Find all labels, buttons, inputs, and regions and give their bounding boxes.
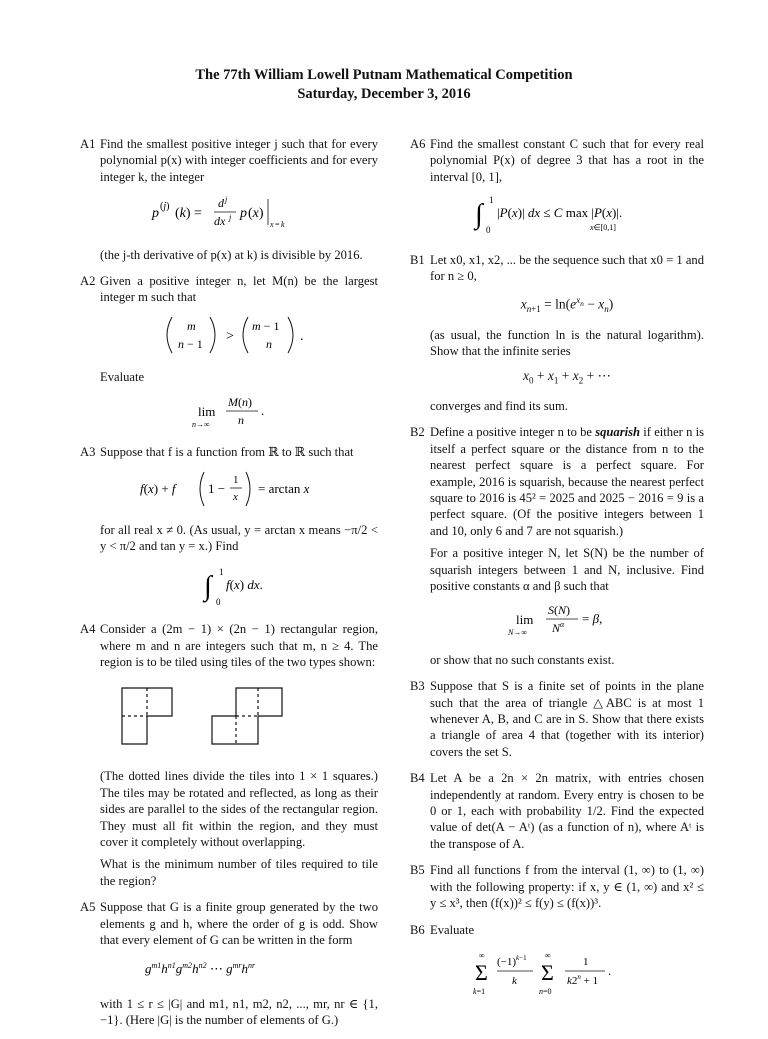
svg-text:S(N): S(N) [548, 603, 571, 618]
svg-text:Nα: $N^\alpha$ [552, 620, 565, 636]
svg-text:.: . [300, 328, 304, 344]
svg-text:(x): (x) [248, 206, 264, 222]
problem-a4 [80, 621, 378, 889]
formula-binomials [154, 314, 324, 356]
term-squarish: squarish [595, 425, 641, 440]
svg-text:x∈[0,1]: x∈[0,1] [590, 223, 616, 233]
formula [430, 602, 704, 642]
formula [430, 946, 704, 1006]
problem-b1 [410, 252, 704, 415]
problem-question: What is the minimum number of tiles required to tile the region? [100, 857, 378, 888]
svg-text:∫: ∫ [475, 199, 483, 231]
svg-text:1: 1 [233, 474, 239, 487]
problem-label: B6 [410, 922, 425, 937]
problem-b4 [410, 770, 704, 852]
svg-text:k2n + 1: $k2^n + 1$ [567, 972, 599, 987]
svg-text:M(n): M(n) [228, 394, 252, 409]
svg-text:n: n [238, 412, 244, 427]
text-part-2: if either n is itself a perfect square or the distance from n to the nearest perfect square is a perfect square. For example, 2016 is squarish, because the nearest perfect square to 2016 is 45² = 2025 and 2025 − 2016 = 9 is a perfect square. (Of the positive integers between 1 and 10, only 6 and 7 are not squarish.) [430, 425, 704, 538]
formula-word [139, 956, 339, 982]
formula [100, 956, 378, 986]
formula [100, 468, 378, 512]
problem-a5 [80, 899, 378, 1028]
svg-text:Σ: Σ [541, 959, 554, 985]
problem-text-after: for all real x ≠ 0. (As usual, y = arctan x means −π/2 < y < π/2 and tan y = x.) Find [100, 522, 378, 554]
problem-a3 [80, 444, 378, 611]
tile-type-2 [212, 688, 282, 744]
problem-label: A5 [80, 900, 96, 915]
svg-text:.: . [261, 402, 265, 418]
problem-text: Let A be a 2n × 2n matrix, with entries chosen independently at random. Every entry is chosen to be 0 or 1, each with probability 1/2. Find the expected value of det(A − Aᵗ) (as a function of n), where Aᵗ is the transpose of A. [430, 771, 704, 851]
problem-text-after: (as usual, the function ln is the natural logarithm). Show that the infinite series [430, 328, 704, 359]
formula-inequality [467, 193, 667, 237]
svg-text:1: 1 [219, 566, 224, 577]
svg-text:=: = [275, 220, 280, 230]
right-column [410, 136, 704, 1016]
svg-text:j: j [225, 195, 228, 205]
problem-a6 [410, 136, 704, 242]
problem-text: Suppose that S is a finite set of points in the plane such that the area of triangle △ABC is at most 1 whenever A, B, and C are in S. Show that there exists a triangle of area 4 that (together with its interior) covers the set S. [430, 679, 704, 759]
problem-text: Find the smallest constant C such that for every real polynomial P(x) of degree 3 that has a root in the interval [0, 1], [430, 137, 704, 184]
problem-text: Suppose that G is a finite group generated by the two elements g and h, where the order of g is odd. Show that every element of G can be written in the form [100, 900, 378, 947]
svg-text:1: 1 [583, 955, 589, 968]
svg-text:d: d [218, 196, 224, 211]
svg-text:lim: lim [516, 612, 534, 628]
formula-limit-sn [502, 602, 632, 638]
problem-b6 [410, 922, 704, 1007]
svg-text:0: 0 [486, 225, 491, 236]
problem-text: Find all functions f from the interval (1, ∞) to (1, ∞) with the following property: if x, y ∈ (1, ∞) and x² ≤ y ≤ x³, then (f(x))² ≤ f(y) ≤ (f(x))³. [430, 863, 704, 911]
svg-text:n→∞: n→∞ [192, 419, 210, 429]
problem-a1 [80, 136, 378, 263]
svg-text:k=1: k=1 [473, 986, 486, 996]
problem-label: B2 [410, 425, 425, 440]
problem-text: Find the smallest positive integer j such that for every polynomial p(x) with integer coefficients and for every integer k, the integer [100, 137, 378, 184]
svg-text:(−1)k−1: $(-1)^k-1$ [497, 953, 527, 968]
svg-text:x: x [233, 491, 238, 504]
svg-text:x: x [270, 220, 274, 230]
evaluate-label: Evaluate [100, 370, 145, 385]
formula [430, 193, 704, 241]
left-column [80, 136, 378, 1039]
svg-text:N→∞: N→∞ [508, 628, 528, 638]
problem-label: A2 [80, 274, 96, 289]
formula-limit [184, 394, 294, 430]
svg-text:m: m [187, 318, 196, 333]
problem-label: B5 [410, 863, 425, 878]
problem-label: A3 [80, 445, 96, 460]
problem-text-after: (the j-th derivative of p(x) at k) is divisible by 2016. [100, 247, 363, 262]
text-part-1: Define a positive integer n to be [430, 425, 592, 440]
formula-derivative [144, 193, 334, 233]
svg-text:p: p [152, 206, 159, 222]
problem-b2 [410, 424, 704, 668]
problem-text-end: converges and find its sum. [430, 398, 568, 413]
formula-series: $x_0 + x_1 + x_2$ + ⋯ [522, 367, 612, 386]
formula [100, 394, 378, 434]
svg-text:Σ: Σ [475, 959, 488, 985]
problem-text [430, 424, 704, 539]
svg-text:j: j [229, 213, 232, 223]
tile-diagram [112, 678, 312, 758]
svg-text:m − 1: m − 1 [252, 318, 280, 333]
problem-b3 [410, 678, 704, 760]
svg-text:= β,: = β, [582, 611, 603, 627]
problem-caption: (The dotted lines divide the tiles into 1 × 1 squares.) The tiles may be rotated and reflected, as long as their sides are parallel to the sides of the rectangular region. They must all fit within the region, and they must cover it completely without overlapping. [100, 769, 378, 849]
problem-paragraph-2: For a positive integer N, let S(N) be the number of squarish integers between 1 and N, inclusive. Find positive constants α and β such that [430, 546, 704, 593]
problem-label: A4 [80, 622, 96, 637]
problem-label: B3 [410, 679, 425, 694]
problem-b5 [410, 862, 704, 911]
problem-text: Given a positive integer n, let M(n) be the largest integer m such that [100, 274, 378, 305]
svg-text:1 −: 1 − [208, 481, 226, 497]
problem-text: Consider a (2m − 1) × (2n − 1) rectangular region, where m and n are integers such that m, n ≥ 4. The region is to be tiled using tiles of the two types shown: [100, 622, 378, 669]
svg-text:|P(x)| dx ≤ C max |P(x)|.: |P(x)| dx ≤ C max |P(x)|. [497, 205, 623, 221]
svg-text:n: n [266, 336, 272, 351]
problem-text: Let x0, x1, x2, ... be the sequence such that x0 = 1 and for n ≥ 0, [430, 252, 704, 284]
formula-double-sum [467, 946, 667, 1002]
formula-recurrence: $x_{n+1} = \ln(e^{x_n} - x_n)$ [520, 295, 614, 315]
svg-text:.: . [608, 962, 612, 978]
problem-a2 [80, 273, 378, 434]
formula-functional-equation [134, 468, 344, 508]
svg-text:∞: ∞ [545, 950, 551, 960]
svg-text:gm1hn1gm2hn2 ⋯ gmrhnr: $g^{m1}h^{n1}g^{m2}h^{n2}$ ⋯ $g^{mr}h^{nr}$ [145, 961, 256, 977]
svg-text:n − 1: n − 1 [178, 336, 203, 351]
exam-title [0, 66, 768, 104]
problem-text: Suppose that f is a function from ℝ to ℝ such that [100, 445, 354, 460]
problem-label: A6 [410, 137, 426, 151]
formula [100, 193, 378, 237]
svg-text:= arctan x: = arctan x [258, 481, 310, 497]
tile-type-1 [122, 688, 172, 744]
svg-text:n=0: n=0 [539, 986, 552, 996]
svg-text:p: p [240, 206, 247, 222]
problem-label: B1 [410, 252, 425, 267]
svg-text:lim: lim [198, 403, 216, 419]
svg-text:k: k [512, 974, 517, 987]
svg-text:(k) =: (k) = [175, 206, 202, 222]
formula [100, 563, 378, 611]
problem-text-after: with 1 ≤ r ≤ |G| and m1, n1, m2, n2, ..., mr, nr ∈ {1, −1}. (Here |G| is the number of elements of G.) [100, 996, 378, 1028]
svg-text:dx: dx [214, 214, 226, 229]
formula [100, 314, 378, 360]
title-line-1: The 77th William Lowell Putnam Mathematical Competition [195, 67, 573, 83]
svg-text:∫: ∫ [204, 570, 212, 602]
svg-text:k: k [281, 220, 285, 230]
svg-text:∞: ∞ [479, 950, 485, 960]
problem-text-end: or show that no such constants exist. [430, 652, 615, 667]
formula-integral [184, 563, 294, 607]
title-line-2: Saturday, December 3, 2016 [297, 86, 471, 102]
svg-text:f(x) + f: f(x) + f [140, 481, 176, 497]
problem-label: A1 [80, 137, 96, 151]
svg-text:(j): (j) [160, 201, 170, 213]
svg-text:1: 1 [489, 195, 494, 206]
svg-text:>: > [226, 328, 234, 344]
problem-text: Evaluate [430, 922, 475, 937]
svg-text:0: 0 [216, 596, 221, 607]
svg-text:f(x) dx.: f(x) dx. [226, 576, 263, 592]
problem-label: B4 [410, 771, 425, 786]
